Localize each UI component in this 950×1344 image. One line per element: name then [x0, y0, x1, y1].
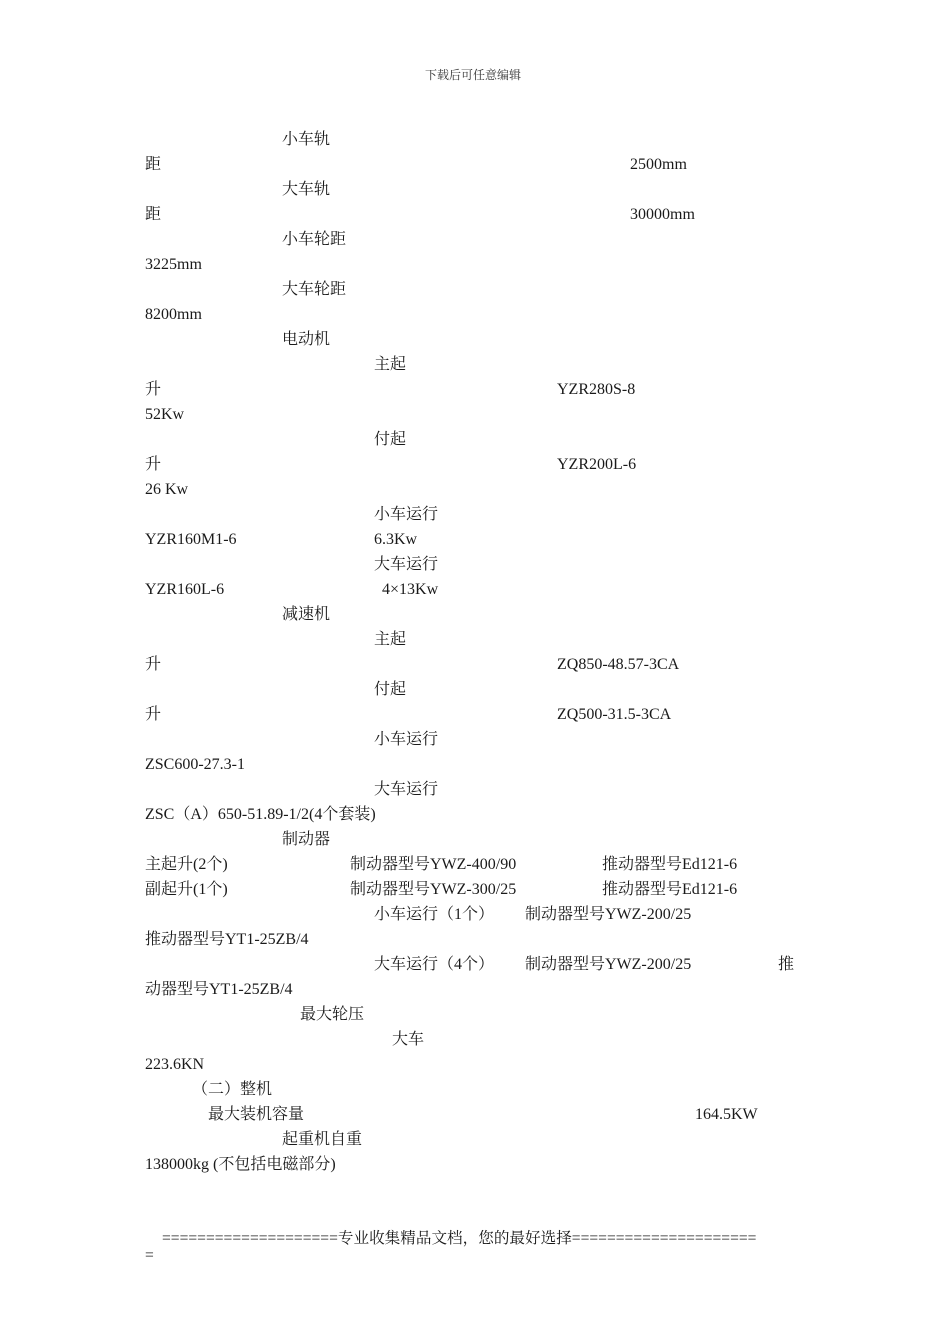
spec-value: ZQ500-31.5-3CA [557, 706, 672, 723]
page-footer-continuation: = [145, 1247, 154, 1264]
spec-value: 138000kg (不包括电磁部分) [145, 1156, 336, 1173]
spec-value: 6.3Kw [374, 531, 418, 548]
spec-label: 小车轮距 [282, 231, 347, 248]
spec-value: 动器型号YT1-25ZB/4 [145, 981, 293, 998]
spec-value: 推动器型号YT1-25ZB/4 [145, 931, 309, 948]
spec-label: 距 [145, 206, 162, 223]
spec-value: ZSC600-27.3-1 [145, 756, 245, 773]
page-header: 下载后可任意编辑 [425, 68, 522, 82]
section-heading: 最大轮压 [300, 1006, 365, 1023]
spec-value: 制动器型号YWZ-200/25 [525, 956, 692, 973]
spec-label: 大车运行 [374, 556, 439, 573]
spec-value: 推动器型号Ed121-6 [602, 856, 738, 873]
spec-value: 26 Kw [145, 481, 189, 498]
spec-label: 升 [145, 381, 162, 398]
spec-value: 制动器型号YWZ-300/25 [350, 881, 517, 898]
spec-value: ZSC（A）650-51.89-1/2(4个套装) [145, 806, 376, 823]
spec-label: 起重机自重 [282, 1131, 363, 1148]
spec-label: 大车轮距 [282, 281, 347, 298]
spec-label: 升 [145, 706, 162, 723]
spec-label: 距 [145, 156, 162, 173]
page-footer: ====================专业收集精品文档，您的最好选择===================== [162, 1230, 757, 1247]
section-heading: 制动器 [282, 831, 331, 848]
spec-label: 升 [145, 456, 162, 473]
spec-value: 223.6KN [145, 1056, 205, 1073]
spec-label: 付起 [374, 431, 407, 448]
spec-value: YZR280S-8 [557, 381, 636, 398]
spec-value: 30000mm [630, 206, 695, 223]
spec-value: YZR160M1-6 [145, 531, 237, 548]
spec-value: 52Kw [145, 406, 185, 423]
spec-label: 小车运行 [374, 731, 439, 748]
spec-label: 大车轨 [282, 181, 331, 198]
spec-value: 4×13Kw [382, 581, 439, 598]
spec-label: 小车轨 [282, 131, 331, 148]
spec-value: 3225mm [145, 256, 202, 273]
spec-value: 推动器型号Ed121-6 [602, 881, 738, 898]
spec-label: 大车运行（4个） [374, 956, 495, 973]
spec-value: YZR200L-6 [557, 456, 637, 473]
spec-value: 8200mm [145, 306, 202, 323]
spec-label: 副起升(1个) [145, 881, 228, 898]
spec-label: 主起 [374, 356, 407, 373]
spec-label: 大车 [392, 1031, 425, 1048]
spec-label: 主起 [374, 631, 407, 648]
section-heading: （二）整机 [192, 1081, 273, 1098]
spec-label: 最大装机容量 [208, 1106, 305, 1123]
spec-value: 2500mm [630, 156, 687, 173]
spec-label: 大车运行 [374, 781, 439, 798]
spec-value: ZQ850-48.57-3CA [557, 656, 680, 673]
spec-value: 推 [778, 956, 795, 973]
spec-value: 制动器型号YWZ-200/25 [525, 906, 692, 923]
section-heading: 电动机 [282, 331, 331, 348]
spec-label: 付起 [374, 681, 407, 698]
spec-label: 升 [145, 656, 162, 673]
section-heading: 减速机 [282, 606, 331, 623]
spec-label: 主起升(2个) [145, 856, 228, 873]
spec-value: 164.5KW [695, 1106, 758, 1123]
spec-label: 小车运行 [374, 506, 439, 523]
spec-value: 制动器型号YWZ-400/90 [350, 856, 517, 873]
spec-label: 小车运行（1个） [374, 906, 495, 923]
spec-value: YZR160L-6 [145, 581, 225, 598]
